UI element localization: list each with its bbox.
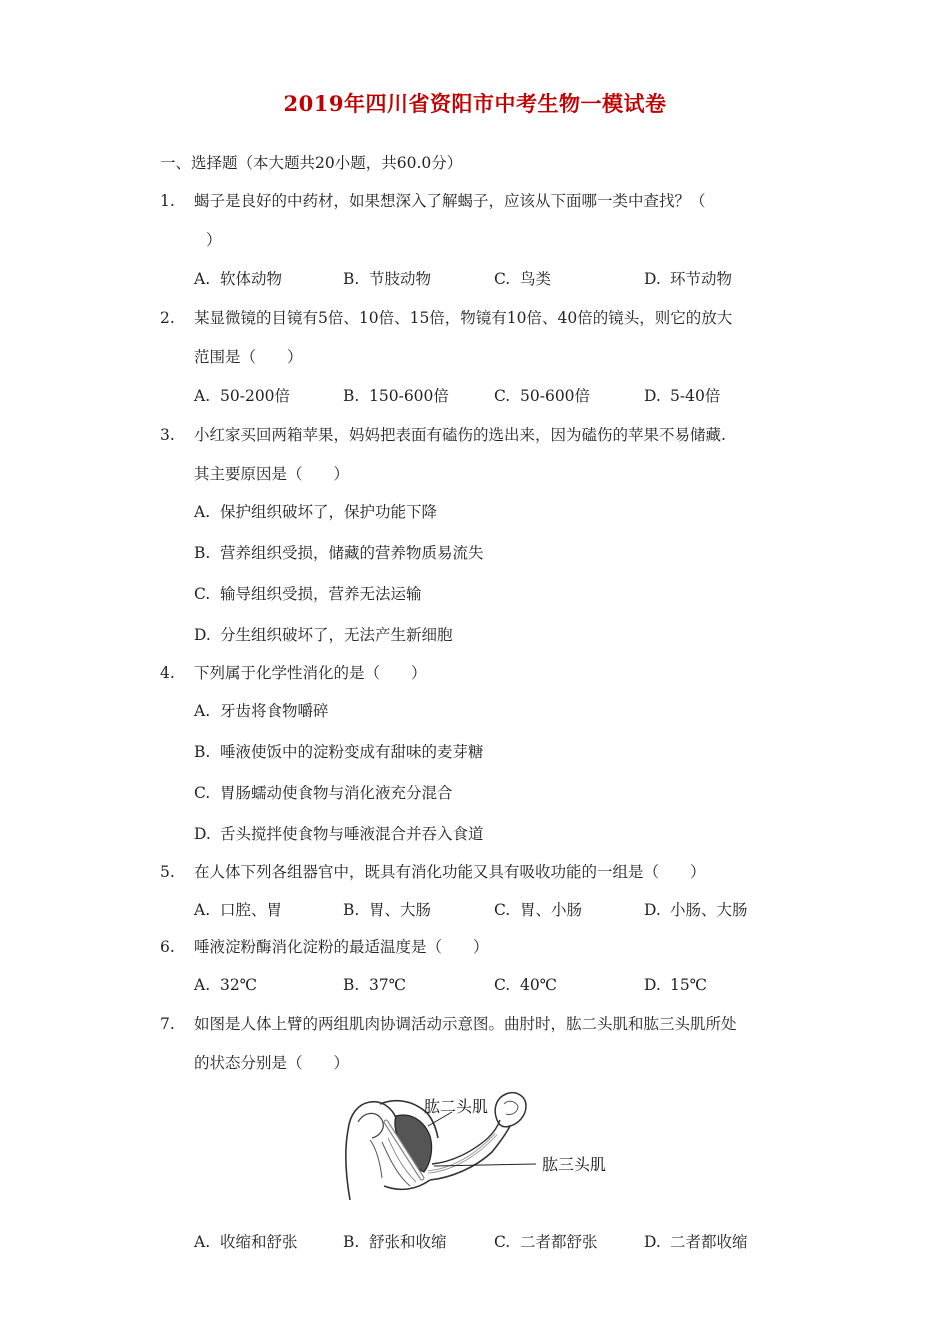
question-5-option-a: A. 口腔、胃 [194, 901, 283, 919]
question-1-text-cont: ） [206, 231, 222, 249]
question-2-text: 某显微镜的目镜有5倍、10倍、15倍，物镜有10倍、40倍的镜头，则它的放大 [194, 309, 733, 327]
question-2-option-c: C. 50-600倍 [494, 387, 591, 405]
question-7-text: 如图是人体上臂的两组肌肉协调活动示意图。曲肘时，肱二头肌和肱三头肌所处 [194, 1015, 737, 1033]
question-5-option-b: B. 胃、大肠 [343, 901, 432, 919]
question-2-text-cont: 范围是（ ） [194, 348, 303, 366]
question-7-option-b: B. 舒张和收缩 [343, 1233, 447, 1251]
question-5-option-d: D. 小肠、大肠 [644, 901, 748, 919]
section-heading: 一、选择题（本大题共20小题，共60.0分） [160, 154, 463, 172]
question-5-number: 5. [160, 863, 175, 881]
question-2-option-d: D. 5-40倍 [644, 387, 721, 405]
question-3-option-c: C. 输导组织受损，营养无法运输 [194, 585, 422, 603]
question-4-option-d: D. 舌头搅拌使食物与唾液混合并吞入食道 [194, 825, 484, 843]
question-3-number: 3. [160, 426, 175, 444]
question-3-option-d: D. 分生组织破坏了，无法产生新细胞 [194, 626, 453, 644]
question-2-option-a: A. 50-200倍 [194, 387, 291, 405]
question-5-option-c: C. 胃、小肠 [494, 901, 583, 919]
question-4-number: 4. [160, 664, 175, 682]
question-2-number: 2. [160, 309, 175, 327]
question-4-option-b: B. 唾液使饭中的淀粉变成有甜味的麦芽糖 [194, 743, 484, 761]
page-title: 2019年四川省资阳市中考生物一模试卷 [283, 91, 667, 116]
question-1-option-a: A. 软体动物 [194, 270, 283, 288]
question-5-text: 在人体下列各组器官中，既具有消化功能又具有吸收功能的一组是（ ） [194, 863, 706, 881]
question-7-number: 7. [160, 1015, 175, 1033]
question-7-option-d: D. 二者都收缩 [644, 1233, 748, 1251]
question-4-text: 下列属于化学性消化的是（ ） [194, 664, 427, 682]
question-1-option-d: D. 环节动物 [644, 270, 733, 288]
question-3-text-cont: 其主要原因是（ ） [194, 465, 350, 483]
question-6-option-a: A. 32℃ [194, 976, 258, 994]
question-3-text: 小红家买回两箱苹果，妈妈把表面有磕伤的选出来，因为磕伤的苹果不易储藏. [194, 426, 726, 444]
question-1-option-b: B. 节肢动物 [343, 270, 432, 288]
question-7-option-a: A. 收缩和舒张 [194, 1233, 298, 1251]
question-7-option-c: C. 二者都舒张 [494, 1233, 598, 1251]
question-1-option-c: C. 鸟类 [494, 270, 552, 288]
question-6-option-c: C. 40℃ [494, 976, 558, 994]
question-2-option-b: B. 150-600倍 [343, 387, 449, 405]
question-1-number: 1. [160, 192, 175, 210]
question-4-option-c: C. 胃肠蠕动使食物与消化液充分混合 [194, 784, 453, 802]
arm-muscle-figure [340, 1082, 630, 1208]
question-3-option-b: B. 营养组织受损，储藏的营养物质易流失 [194, 544, 484, 562]
question-6-option-b: B. 37℃ [343, 976, 407, 994]
question-3-option-a: A. 保护组织破坏了，保护功能下降 [194, 503, 438, 521]
question-1-text: 蝎子是良好的中药材，如果想深入了解蝎子，应该从下面哪一类中查找？（ [194, 192, 706, 210]
question-4-option-a: A. 牙齿将食物嚼碎 [194, 702, 329, 720]
label-triceps: 肱三头肌 [542, 1155, 607, 1174]
label-biceps: 肱二头肌 [424, 1097, 489, 1116]
question-6-number: 6. [160, 938, 175, 956]
question-7-text-cont: 的状态分别是（ ） [194, 1054, 350, 1072]
question-6-text: 唾液淀粉酶消化淀粉的最适温度是（ ） [194, 938, 489, 956]
question-6-option-d: D. 15℃ [644, 976, 708, 994]
